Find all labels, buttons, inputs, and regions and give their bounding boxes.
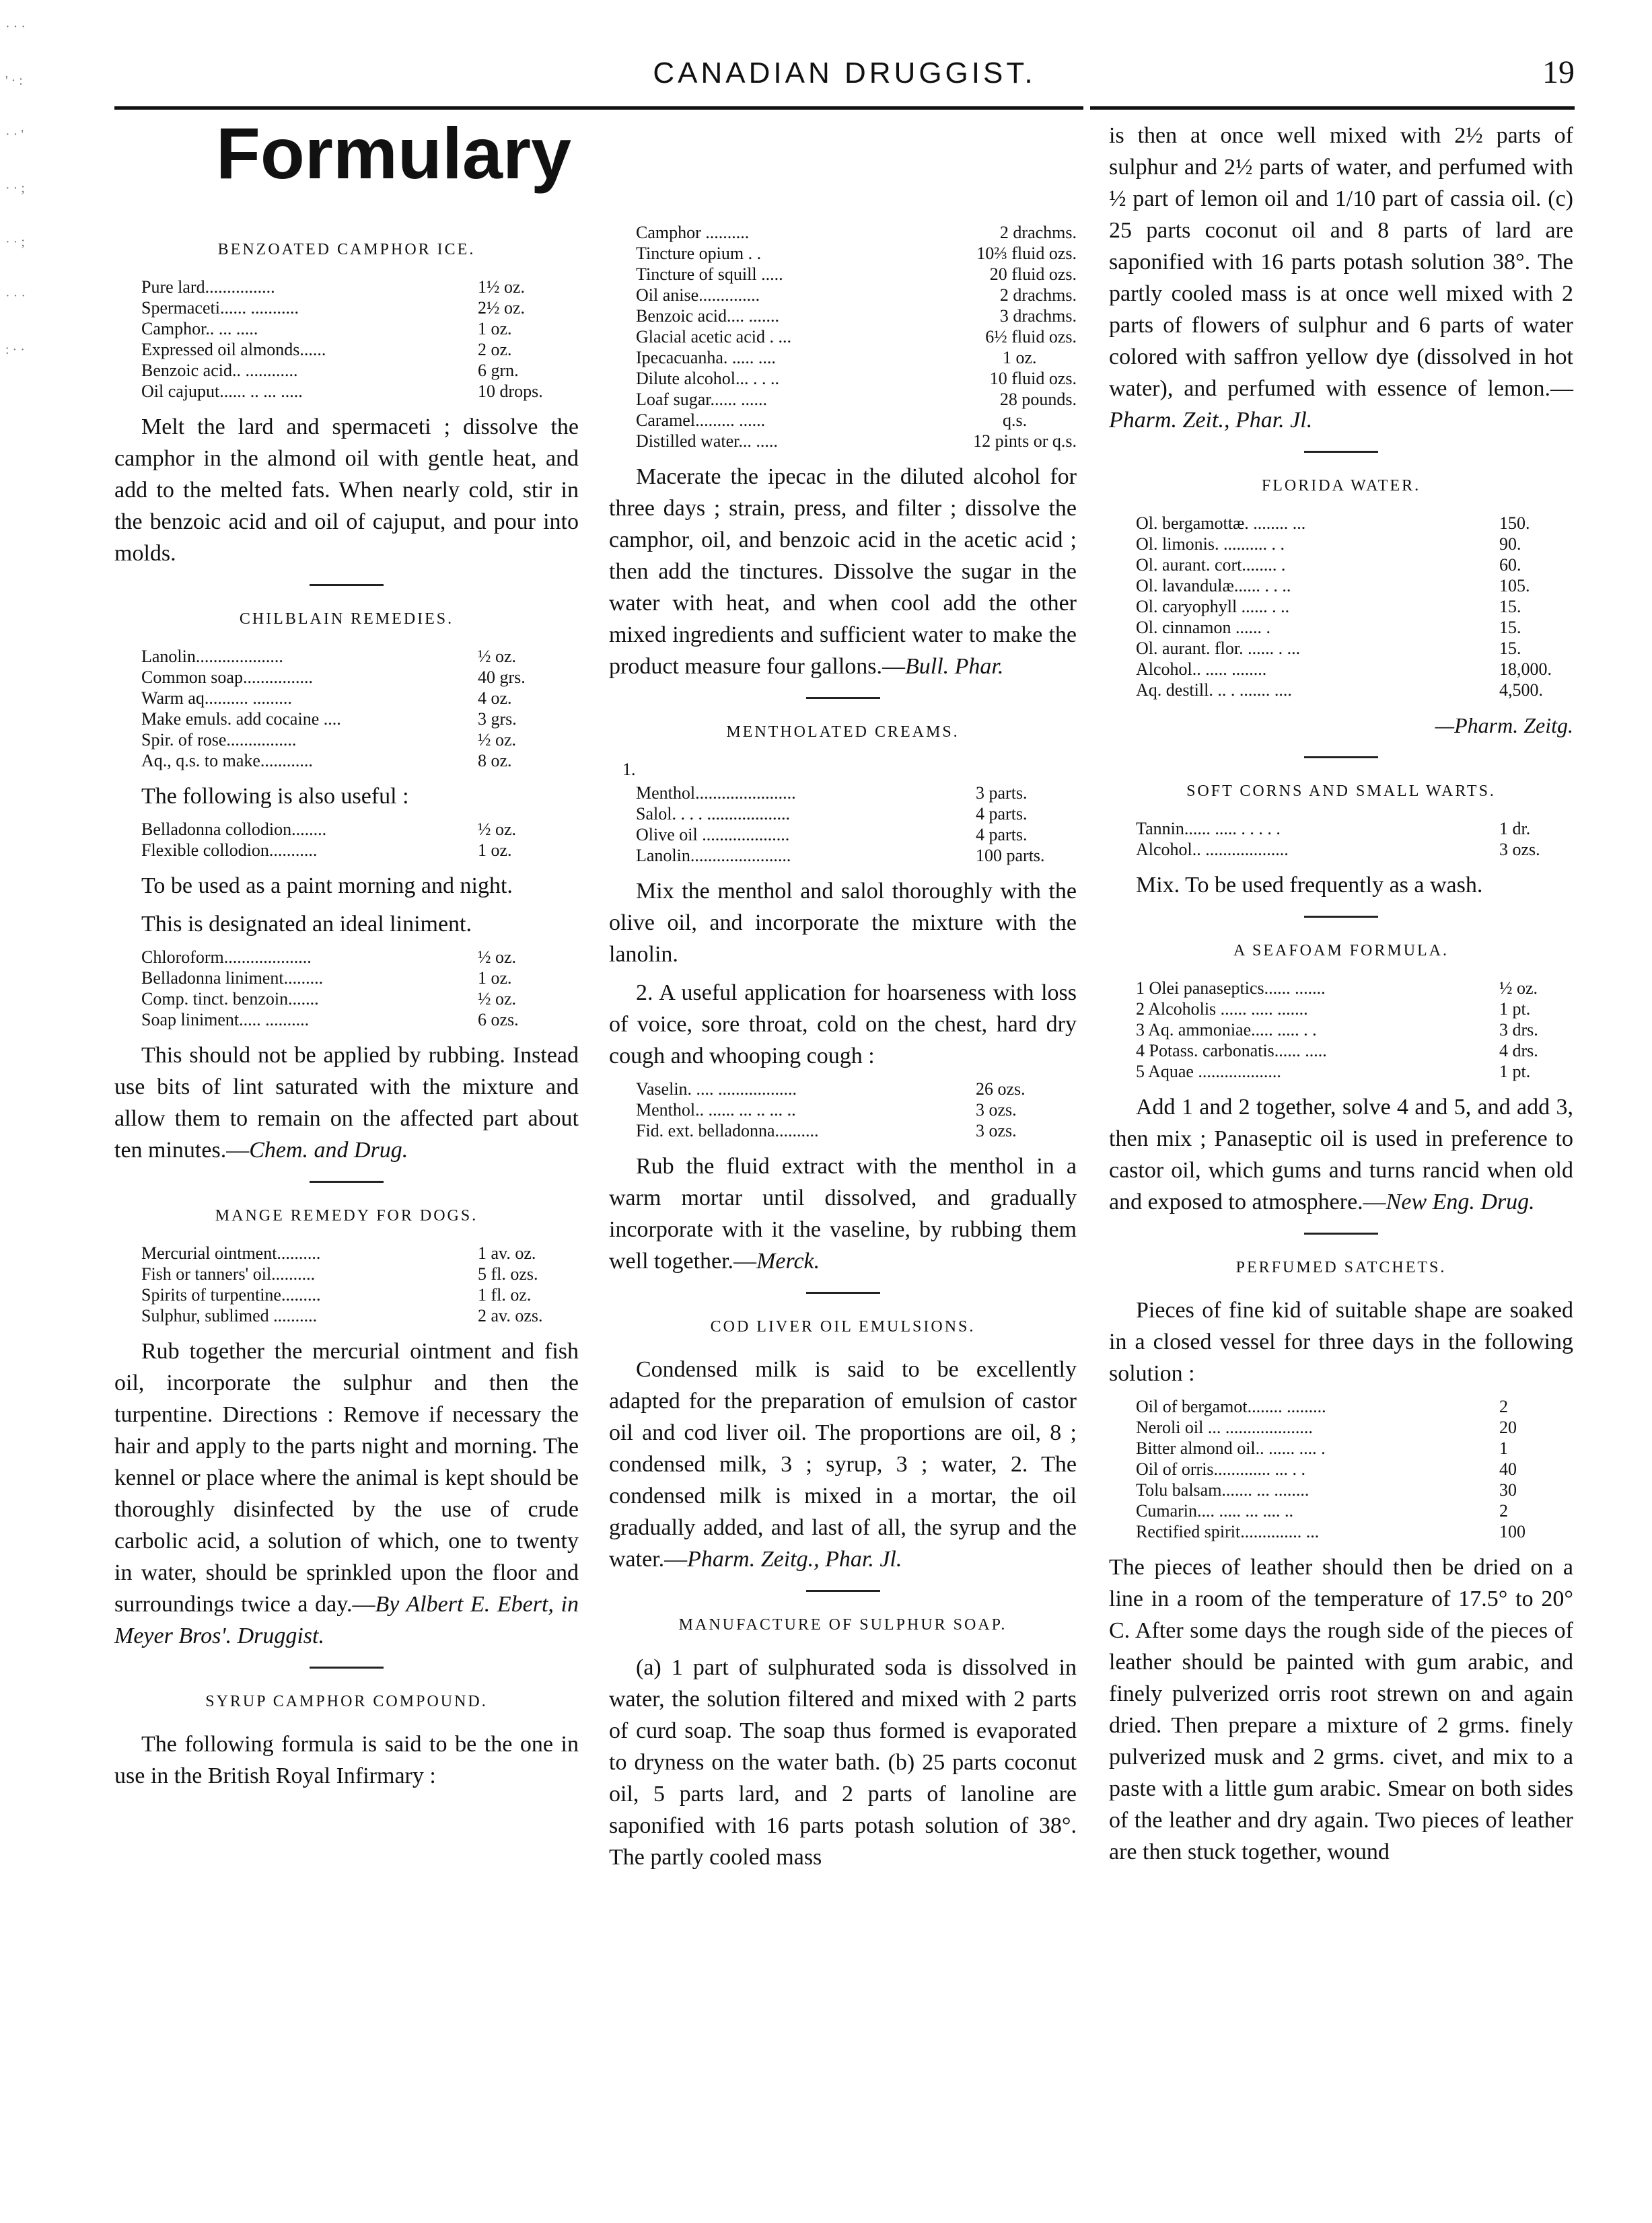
ingredient-name: Alcohol.. ..... ........ (1136, 659, 1267, 679)
ingredient-name: 1 Olei panaseptics...... ....... (1136, 978, 1326, 998)
ingredient-quantity: 20 fluid ozs. (989, 264, 1077, 284)
heading-florida-water: FLORIDA WATER. (1261, 477, 1421, 495)
heading-perfumed-satchets: PERFUMED SATCHETS. (1235, 1259, 1447, 1276)
ingredient-name: Sulphur, sublimed .......... (141, 1306, 318, 1325)
ingredient-name: Tolu balsam....... ... ........ (1136, 1480, 1309, 1500)
ingredient-row (636, 389, 1077, 410)
ingredient-name: Fid. ext. belladonna.......... (636, 1121, 819, 1140)
ingredient-quantity: 1 dr. (1499, 819, 1531, 838)
ingredient-name: Chloroform.................... (141, 947, 312, 967)
divider (806, 1590, 880, 1592)
ingredient-quantity: 2 (1499, 1501, 1508, 1521)
recipe-chilblain-2 (141, 819, 579, 861)
ingredient-quantity: 4 parts. (976, 804, 1028, 824)
ingredient-name: Glacial acetic acid . ... (636, 327, 791, 347)
ingredient-name: Aq., q.s. to make............ (141, 751, 313, 770)
ingredient-row (1136, 1417, 1573, 1438)
ingredient-row (1136, 1500, 1573, 1521)
ingredient-quantity: q.s. (1003, 410, 1028, 430)
ingredient-quantity: 1 av. oz. (478, 1243, 536, 1263)
ingredient-quantity: 6½ fluid ozs. (985, 327, 1077, 347)
paragraph-text: is then at once well mixed with 2½ parts of sulphur and 2½ parts of water, and perfumed with ½ part of lemon oil and 1/10 part of cassia oil. (c) 25 parts coconut oil and 8 parts of lard are saponified with 16 parts potash solution 38°. The partly cooled mass is at once well mixed with 2 parts of flowers of sulphur and 6 parts of water colored with saffron yellow dye (dissolved in hot water), and perfumed with essence of lemon.— (1109, 123, 1573, 401)
ingredient-name: Ol. bergamottæ. ........ ... (1136, 513, 1306, 533)
paragraph: 2. A useful application for hoarseness with loss of voice, sore throat, cold on the chest, hard dry cough and whooping cough : (609, 980, 1077, 1068)
ingredient-quantity: 10 drops. (478, 381, 543, 401)
ingredient-name: Camphor.. ... ..... (141, 319, 258, 338)
ingredient-row (141, 1264, 579, 1284)
ingredient-name: Ol. limonis. .......... . . (1136, 534, 1285, 554)
recipe-chilblain-1 (141, 646, 579, 771)
ingredient-row (1136, 1459, 1573, 1480)
ingredient-row (141, 381, 579, 402)
paragraph-text: This should not be applied by rubbing. Instead use bits of lint saturated with the mixture and allow them to remain on the affected part about ten minutes.— (114, 1043, 579, 1163)
ingredient-row (141, 646, 579, 667)
ingredient-row (141, 688, 579, 708)
ingredient-quantity: 3 grs. (478, 709, 517, 729)
ingredient-row (141, 297, 579, 318)
ingredient-row (1136, 998, 1573, 1019)
ingredient-row (636, 803, 1077, 824)
paragraph: Mix. To be used frequently as a wash. (1136, 873, 1483, 898)
paragraph (609, 1354, 1077, 1575)
ingredient-name: Warm aq.......... ......... (141, 688, 292, 708)
ingredient-name: Menthol.. ...... ... .. ... .. (636, 1100, 796, 1120)
ingredient-name: 4 Potass. carbonatis...... ..... (1136, 1041, 1327, 1060)
recipe-mange (141, 1243, 579, 1326)
ingredient-quantity: 3 parts. (976, 783, 1028, 803)
section-title: Formulary (215, 112, 572, 194)
ingredient-row (636, 782, 1077, 803)
heading-mange-remedy: MANGE REMEDY FOR DOGS. (215, 1207, 478, 1225)
ingredient-row (636, 1099, 1077, 1120)
ingredient-row (636, 410, 1077, 431)
running-title: CANADIAN DRUGGIST. (653, 57, 1036, 89)
ingredient-name: Tincture opium . . (636, 244, 762, 263)
ingredient-quantity: 105. (1499, 576, 1530, 595)
ingredient-name: Distilled water... ..... (636, 431, 778, 451)
ingredient-name: Soap liniment..... .......... (141, 1010, 310, 1029)
ingredient-row (636, 368, 1077, 389)
divider (310, 584, 384, 586)
ingredient-quantity: 40 grs. (478, 667, 526, 687)
paragraph: Mix the menthol and salol thoroughly with the olive oil, and incorporate the mixture with the lanolin. (609, 879, 1077, 967)
ingredient-quantity: 1 oz. (1003, 348, 1037, 367)
ingredient-name: Mercurial ointment.......... (141, 1243, 321, 1263)
ingredient-name: Alcohol.. ................... (1136, 840, 1289, 859)
ingredient-name: Bitter almond oil.. ...... .... . (1136, 1438, 1326, 1458)
ingredient-quantity: 100 parts. (976, 846, 1045, 865)
ingredient-quantity: 2 drachms. (999, 285, 1077, 305)
ingredient-quantity: 1 (1499, 1438, 1508, 1458)
ingredient-row (636, 243, 1077, 264)
divider (806, 697, 880, 699)
ingredient-row (141, 360, 579, 381)
recipe-florida (1136, 513, 1573, 700)
ingredient-name: Aq. destill. .. . ....... .... (1136, 680, 1292, 700)
ingredient-row (1136, 1040, 1573, 1061)
paragraph-text: Rub the fluid extract with the menthol in a warm mortar until dissolved, and gradually incorporate with it the vaseline, by rubbing them well together.— (609, 1154, 1077, 1274)
paragraph (609, 461, 1077, 682)
ingredient-row (141, 339, 579, 360)
ingredient-quantity: 3 drachms. (999, 306, 1077, 326)
source-citation: —Pharm. Zeitg. (1435, 713, 1573, 737)
ingredient-name: Ol. cinnamon ...... . (1136, 618, 1271, 637)
ingredient-row (636, 347, 1077, 368)
column-1 (114, 222, 579, 1798)
ingredient-name: Make emuls. add cocaine .... (141, 709, 341, 729)
ingredient-name: Lanolin.................... (141, 647, 283, 666)
ingredient-row (1136, 978, 1573, 998)
ingredient-row (636, 1120, 1077, 1141)
ingredient-quantity: 6 grn. (478, 361, 519, 380)
ingredient-quantity: 4 parts. (976, 825, 1028, 844)
ingredient-quantity: 1 pt. (1499, 999, 1531, 1019)
ingredient-name: 2 Alcoholis ...... ..... ....... (1136, 999, 1308, 1019)
ingredient-quantity: ½ oz. (1499, 978, 1538, 998)
ingredient-row (1136, 1521, 1573, 1542)
divider (1304, 756, 1378, 758)
ingredient-row (141, 819, 579, 840)
ingredient-quantity: 10⅔ fluid ozs. (976, 244, 1077, 263)
page-number: 19 (1542, 54, 1575, 90)
ingredient-row (1136, 818, 1573, 839)
ingredient-quantity: 150. (1499, 513, 1530, 533)
ingredient-quantity: 2 (1499, 1397, 1508, 1416)
ingredient-row (636, 1079, 1077, 1099)
margin-marks: · · · ' · : · · ' · · ; · · ; · · · : · · (5, 20, 26, 357)
ingredient-name: Belladonna collodion........ (141, 819, 327, 839)
ingredient-name: Dilute alcohol... . . .. (636, 369, 780, 388)
ingredient-quantity: 30 (1499, 1480, 1517, 1500)
source-citation: Bull. Phar. (905, 654, 1004, 679)
ingredient-row (636, 431, 1077, 451)
ingredient-quantity: 5 fl. ozs. (478, 1264, 538, 1284)
ingredient-row (1136, 596, 1573, 617)
recipe-menthol-1 (636, 782, 1077, 866)
ingredient-row (636, 222, 1077, 243)
ingredient-name: Benzoic acid.... ....... (636, 306, 779, 326)
ingredient-quantity: 100 (1499, 1522, 1525, 1541)
source-citation: Chem. and Drug. (249, 1138, 408, 1163)
paragraph (1109, 120, 1573, 436)
ingredient-name: Neroli oil ... .................... (1136, 1418, 1313, 1437)
ingredient-row (1136, 1396, 1573, 1417)
divider (310, 1667, 384, 1669)
ingredient-quantity: 90. (1499, 534, 1521, 554)
ingredient-quantity: 2½ oz. (478, 298, 526, 318)
ingredient-row (1136, 1019, 1573, 1040)
ingredient-name: Ol. aurant. cort........ . (1136, 555, 1286, 575)
ingredient-quantity: 18,000. (1499, 659, 1552, 679)
ingredient-row (141, 277, 579, 297)
ingredient-quantity: 15. (1499, 597, 1521, 616)
ingredient-name: Common soap................ (141, 667, 313, 687)
ingredient-name: Spirits of turpentine......... (141, 1285, 321, 1305)
ingredient-name: 3 Aq. ammoniae..... ..... . . (1136, 1020, 1317, 1040)
ingredient-row (141, 1009, 579, 1030)
ingredient-quantity: 15. (1499, 639, 1521, 658)
ingredient-quantity: 4 oz. (478, 688, 512, 708)
paragraph (609, 1151, 1077, 1277)
source-citation: Pharm. Zeit., Phar. Jl. (1109, 408, 1313, 433)
ingredient-name: Pure lard................ (141, 277, 275, 297)
ingredient-row (1136, 680, 1573, 700)
recipe-chilblain-3 (141, 947, 579, 1030)
ingredient-name: Oil anise.............. (636, 285, 760, 305)
ingredient-row (636, 824, 1077, 845)
column-3 (1109, 120, 1573, 1874)
ingredient-row (636, 285, 1077, 305)
paragraph: This is designated an ideal liniment. (141, 912, 472, 937)
ingredient-quantity: 15. (1499, 618, 1521, 637)
ingredient-row (141, 1284, 579, 1305)
ingredient-name: Lanolin....................... (636, 846, 791, 865)
header-rule (114, 106, 1083, 110)
ingredient-quantity: 1 pt. (1499, 1062, 1531, 1081)
ingredient-row (141, 1305, 579, 1326)
ingredient-name: Oil of bergamot........ ......... (1136, 1397, 1326, 1416)
ingredient-name: Loaf sugar...... ...... (636, 390, 767, 409)
source-citation: New Eng. Drug. (1386, 1190, 1535, 1214)
ingredient-name: Salol. . . . ................... (636, 804, 790, 824)
ingredient-quantity: 3 ozs. (976, 1121, 1017, 1140)
paragraph: The pieces of leather should then be dried on a line in a room of the temperature of 17.5° to 20° C. After some days the rough side of the pieces of leather should be painted with gum arabic, and finely pulverized orris root strewn on and again dried. Then prepare a mixture of 2 grms. finely pulverized musk and 2 grms. civet, and mix to a paste with a little gum arabic. Smear on both sides of the leather and dry again. Two pieces of leather are then stuck together, wound (1109, 1555, 1573, 1864)
ingredient-row (1136, 839, 1573, 860)
ingredient-name: Benzoic acid.. ............ (141, 361, 298, 380)
ingredient-quantity: 6 ozs. (478, 1010, 519, 1029)
ingredient-quantity: 10 fluid ozs. (989, 369, 1077, 388)
paragraph: The following is also useful : (141, 784, 409, 809)
ingredient-quantity: 26 ozs. (976, 1079, 1026, 1099)
heading-benzoated-camphor-ice: BENZOATED CAMPHOR ICE. (217, 241, 476, 258)
ingredient-name: Ol. lavandulæ...... . . .. (1136, 576, 1291, 595)
paragraph (114, 1040, 579, 1166)
ingredient-name: Olive oil .................... (636, 825, 790, 844)
ingredient-quantity: 2 drachms. (999, 223, 1077, 242)
divider (806, 1292, 880, 1294)
page-header (114, 54, 1575, 105)
ingredient-name: Ipecacuanha. ..... .... (636, 348, 776, 367)
ingredient-quantity: ½ oz. (478, 989, 517, 1009)
source-citation: Pharm. Zeitg., Phar. Jl. (687, 1547, 902, 1572)
ingredient-name: Cumarin.... ..... ... .... .. (1136, 1501, 1293, 1521)
ingredient-row (1136, 617, 1573, 638)
ingredient-name: Tincture of squill ..... (636, 264, 783, 284)
ingredient-quantity: 1½ oz. (478, 277, 526, 297)
paragraph (114, 1336, 579, 1652)
header-rule-right (1090, 106, 1575, 110)
recipe-satchets (1136, 1396, 1573, 1542)
ingredient-row (141, 968, 579, 988)
ingredient-quantity: 1 oz. (478, 968, 512, 988)
paragraph-text: Macerate the ipecac in the diluted alcohol for three days ; strain, press, and filter ; dissolve the camphor, oil, and benzoic acid in the acetic acid ; then add the tinctures. Dissolve the sugar in the water with heat, and when cool add the other mixed ingredients and sufficient water to make the product measure four gallons.— (609, 464, 1077, 679)
ingredient-quantity: ½ oz. (478, 647, 517, 666)
ingredient-name: Spermaceti...... ........... (141, 298, 299, 318)
ingredient-quantity: ½ oz. (478, 819, 517, 839)
ingredient-name: Ol. aurant. flor. ...... . ... (1136, 639, 1301, 658)
ingredient-row (1136, 554, 1573, 575)
source-citation: Merck. (756, 1249, 820, 1274)
ingredient-row (1136, 1480, 1573, 1500)
ingredient-row (1136, 575, 1573, 596)
paragraph-text: Add 1 and 2 together, solve 4 and 5, and add 3, then mix ; Panaseptic oil is used in preference to castor oil, which gums and turns rancid when old and exposed to atmosphere.— (1109, 1095, 1573, 1214)
ingredient-name: Ol. caryophyll ...... . .. (1136, 597, 1290, 616)
ingredient-name: 5 Aquae ................... (1136, 1062, 1281, 1081)
ingredient-name: Vaselin. .... .................. (636, 1079, 797, 1099)
heading-soft-corns: SOFT CORNS AND SMALL WARTS. (1186, 782, 1496, 800)
ingredient-name: Rectified spirit.............. ... (1136, 1522, 1320, 1541)
ingredient-row (141, 1243, 579, 1264)
ingredient-row (1136, 1061, 1573, 1082)
ingredient-row (636, 326, 1077, 347)
ingredient-quantity: 3 ozs. (976, 1100, 1017, 1120)
recipe-menthol-2 (636, 1079, 1077, 1141)
divider (310, 1181, 384, 1183)
ingredient-row (141, 840, 579, 861)
ingredient-row (141, 318, 579, 339)
ingredient-quantity: 2 av. ozs. (478, 1306, 543, 1325)
ingredient-row (1136, 513, 1573, 534)
paragraph: Pieces of fine kid of suitable shape are soaked in a closed vessel for three days in the following solution : (1109, 1298, 1573, 1386)
ingredient-row (1136, 659, 1573, 680)
ingredient-quantity: 4,500. (1499, 680, 1543, 700)
ingredient-quantity: ½ oz. (478, 730, 517, 750)
ingredient-quantity: 60. (1499, 555, 1521, 575)
ingredient-row (141, 947, 579, 968)
ingredient-row (141, 667, 579, 688)
ingredient-row (1136, 1438, 1573, 1459)
ingredient-name: Fish or tanners' oil.......... (141, 1264, 316, 1284)
column-2 (609, 222, 1077, 1880)
heading-seafoam: A SEAFOAM FORMULA. (1233, 942, 1449, 959)
paragraph-text: Condensed milk is said to be excellently adapted for the preparation of emulsion of castor oil and cod liver oil. The proportions are oil, 8 ; condensed milk, 3 ; syrup, 3 ; water, 2. The condensed milk is mixed in a mortar, the oil gradually added, and last of all, the syrup and the water.— (609, 1357, 1077, 1572)
ingredient-row (636, 305, 1077, 326)
ingredient-quantity: 4 drs. (1499, 1041, 1538, 1060)
ingredient-quantity: 1 oz. (478, 840, 512, 860)
paragraph: To be used as a paint morning and night. (141, 873, 513, 898)
ingredient-quantity: 1 oz. (478, 319, 512, 338)
recipe-benzoated (141, 277, 579, 402)
ingredient-row (141, 988, 579, 1009)
ingredient-name: Menthol....................... (636, 783, 796, 803)
ingredient-row (141, 708, 579, 729)
source-citation: By Albert E. Ebert, in Meyer Bros'. Druggist. (114, 1592, 579, 1648)
ingredient-name: Caramel......... ...... (636, 410, 766, 430)
paragraph-text: Rub together the mercurial ointment and fish oil, incorporate the sulphur and then the turpentine. Directions : Remove if necessary the hair and apply to the parts night and morning. The kennel or place where the animal is kept should be thoroughly disinfected by the use of crude carbolic acid, a solution of which, one to twenty in water, should be sprinkled upon the floor and surroundings twice a day.— (114, 1339, 579, 1617)
ingredient-name: Oil cajuput...... .. ... ..... (141, 381, 303, 401)
ingredient-name: Spir. of rose................ (141, 730, 297, 750)
ingredient-quantity: 20 (1499, 1418, 1517, 1437)
ingredient-row (1136, 534, 1573, 554)
divider (1304, 451, 1378, 453)
ingredient-name: Comp. tinct. benzoin....... (141, 989, 319, 1009)
heading-cod-liver-oil: COD LIVER OIL EMULSIONS. (710, 1318, 976, 1336)
ingredient-quantity: ½ oz. (478, 947, 517, 967)
ingredient-quantity: 8 oz. (478, 751, 512, 770)
ingredient-row (636, 845, 1077, 866)
paragraph (1109, 1091, 1573, 1218)
recipe-syrup-camphor (636, 222, 1077, 451)
list-number: 1. (622, 760, 636, 779)
heading-syrup-camphor: SYRUP CAMPHOR COMPOUND. (205, 1693, 488, 1710)
ingredient-quantity: 28 pounds. (999, 390, 1077, 409)
ingredient-name: Belladonna liniment......... (141, 968, 324, 988)
divider (1304, 916, 1378, 918)
recipe-corns (1136, 818, 1573, 860)
ingredient-name: Oil of orris............. ... . . (1136, 1459, 1306, 1479)
ingredient-row (141, 750, 579, 771)
ingredient-quantity: 2 oz. (478, 340, 512, 359)
heading-sulphur-soap: MANUFACTURE OF SULPHUR SOAP. (678, 1616, 1007, 1634)
ingredient-quantity: 12 pints or q.s. (973, 431, 1077, 451)
recipe-seafoam (1136, 978, 1573, 1082)
ingredient-name: Tannin...... ..... . . . . . (1136, 819, 1281, 838)
ingredient-quantity: 3 ozs. (1499, 840, 1540, 859)
ingredient-row (1136, 638, 1573, 659)
paragraph: The following formula is said to be the one in use in the British Royal Infirmary : (114, 1732, 579, 1788)
ingredient-row (636, 264, 1077, 285)
ingredient-name: Flexible collodion........... (141, 840, 318, 860)
divider (1304, 1233, 1378, 1235)
paragraph: Melt the lard and spermaceti ; dissolve the camphor in the almond oil with gentle heat, and add to the melted fats. When nearly cold, stir in the benzoic acid and oil of cajuput, and pour into molds. (114, 414, 579, 566)
ingredient-quantity: 1 fl. oz. (478, 1285, 532, 1305)
ingredient-name: Camphor .......... (636, 223, 750, 242)
heading-chilblain-remedies: CHILBLAIN REMEDIES. (239, 610, 454, 628)
ingredient-quantity: 3 drs. (1499, 1020, 1538, 1040)
ingredient-name: Expressed oil almonds...... (141, 340, 326, 359)
ingredient-row (141, 729, 579, 750)
heading-mentholated-creams: MENTHOLATED CREAMS. (726, 723, 960, 741)
paragraph: (a) 1 part of sulphurated soda is dissolved in water, the solution filtered and mixed with 2 parts of curd soap. The soap thus formed is evaporated to dryness on the water bath. (b) 25 parts coconut oil, 5 parts lard, and 2 parts of lanoline are saponified with 16 parts potash solution of 38°. The partly cooled mass (609, 1655, 1077, 1870)
ingredient-quantity: 40 (1499, 1459, 1517, 1479)
